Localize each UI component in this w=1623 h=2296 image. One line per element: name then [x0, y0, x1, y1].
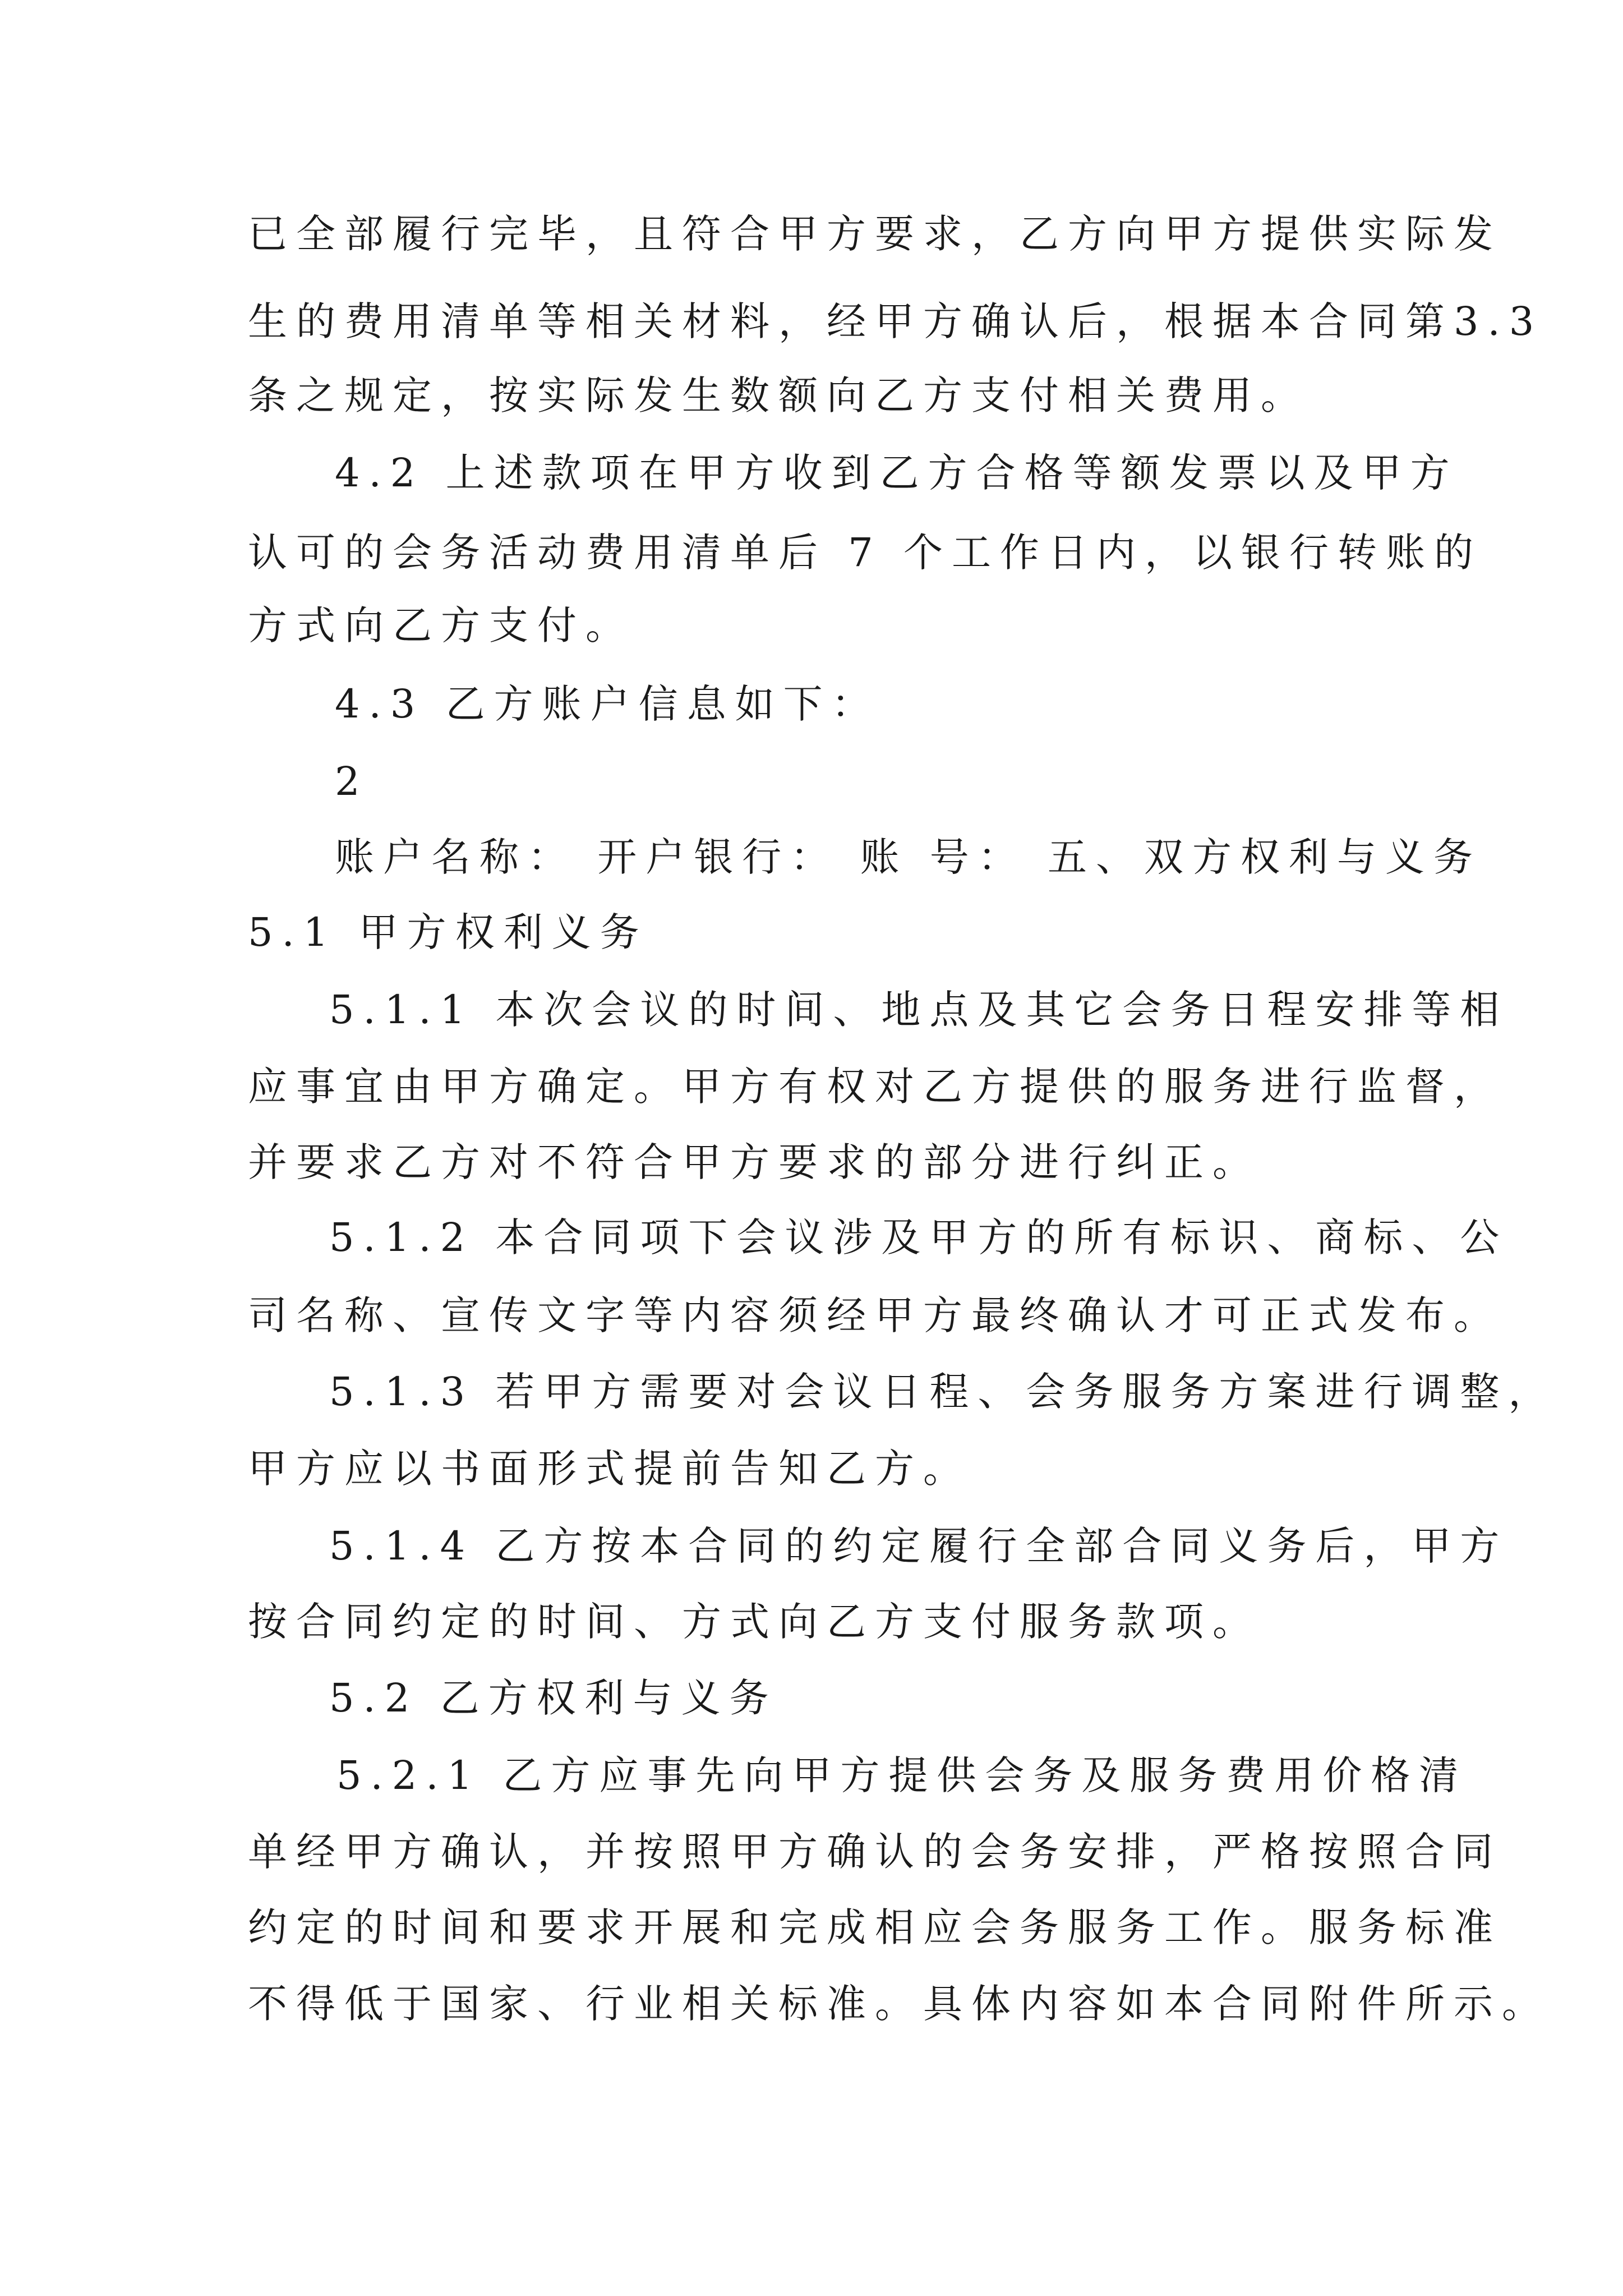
text-line: 并要求乙方对不符合甲方要求的部分进行纠正。: [248, 1139, 1261, 1185]
text-line: 5.2.1 乙方应事先向甲方提供会务及服务费用价格清: [336, 1752, 1468, 1798]
text-line: 已全部履行完毕，且符合甲方要求，乙方向甲方提供实际发: [248, 211, 1502, 257]
text-line: 5.1.2 本合同项下会议涉及甲方的所有标识、商标、公: [329, 1214, 1509, 1260]
section-heading: 5.1 甲方权利义务: [248, 909, 648, 955]
text-line: 应事宜由甲方确定。甲方有权对乙方提供的服务进行监督，: [248, 1064, 1502, 1110]
text-line: 方式向乙方支付。: [248, 602, 634, 648]
section-heading: 5.2 乙方权利与义务: [329, 1675, 778, 1721]
text-line: 4.2 上述款项在甲方收到乙方合格等额发票以及甲方: [335, 450, 1459, 496]
text-line: 4.3 乙方账户信息如下：: [335, 681, 880, 727]
text-line: 账户名称： 开户银行： 账 号： 五、双方权利与义务: [335, 834, 1482, 880]
text-line: 单经甲方确认，并按照甲方确认的会务安排，严格按照合同: [248, 1829, 1502, 1875]
text-line: 5.1.3 若甲方需要对会议日程、会务服务方案进行调整，: [329, 1369, 1557, 1415]
text-line: 5.1.4 乙方按本合同的约定履行全部合同义务后，甲方: [329, 1523, 1509, 1569]
text-line: 认可的会务活动费用清单后 7 个工作日内，以银行转账的: [248, 530, 1483, 576]
text-line: 生的费用清单等相关材料，经甲方确认后，根据本合同第3.3: [248, 298, 1543, 344]
page-number-text: 2: [335, 758, 369, 804]
text-line: 约定的时间和要求开展和完成相应会务服务工作。服务标准: [248, 1904, 1502, 1950]
text-line: 5.1.1 本次会议的时间、地点及其它会务日程安排等相: [329, 987, 1509, 1033]
text-line: 司名称、宣传文字等内容须经甲方最终确认才可正式发布。: [248, 1292, 1502, 1338]
text-line: 按合同约定的时间、方式向乙方支付服务款项。: [248, 1599, 1261, 1645]
text-line: 甲方应以书面形式提前告知乙方。: [248, 1446, 971, 1492]
text-line: 不得低于国家、行业相关标准。具体内容如本合同附件所示。: [248, 1981, 1550, 2027]
text-line: 条之规定，按实际发生数额向乙方支付相关费用。: [248, 372, 1309, 418]
